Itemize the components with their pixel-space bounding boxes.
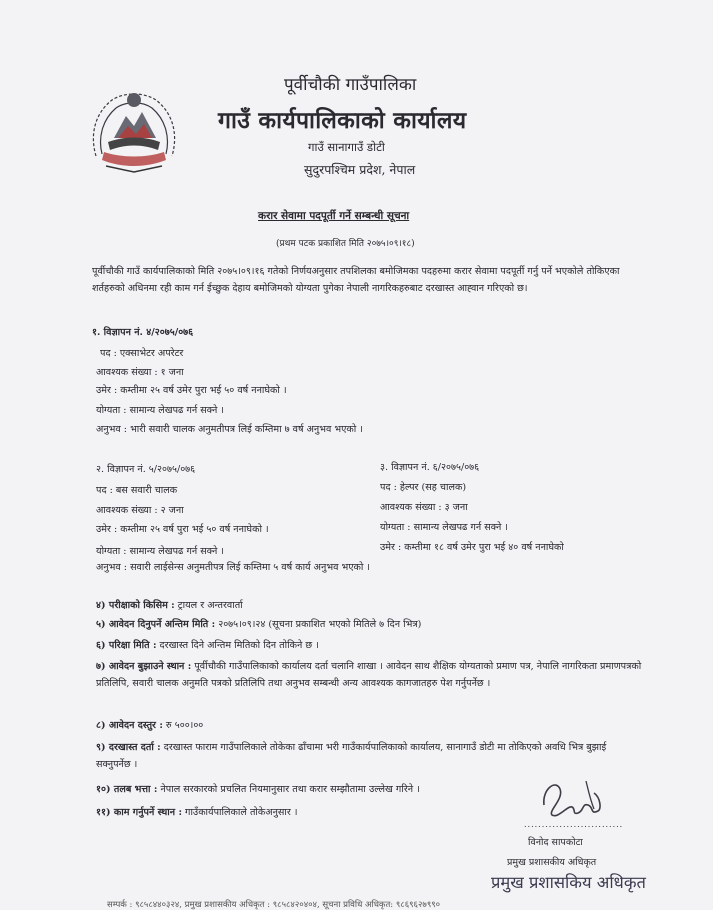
published-date: (प्रथम पटक प्रकाशित मिति २०७५।०९।१८) bbox=[276, 239, 415, 249]
signature-line: ............................ bbox=[524, 820, 624, 829]
adv2-post: पद : बस सवारी चालक bbox=[96, 485, 178, 496]
item-registration: ९) दरखास्त दर्ता : दरखास्त फाराम गाउँपालिकाले तोकेका ढाँचामा भरी गाउँकार्यपालिकाको कार्यालय, सानागाउँ डोटी मा तोकिएको अवधि भित्र बुझाई सक्नुपर्नेछ । bbox=[96, 742, 607, 770]
adv1-heading: १. विज्ञापन नं. ४/२०७५/०७६ bbox=[92, 327, 194, 338]
adv1-qualification: योग्यता : सामान्य लेखपढ गर्न सक्ने । bbox=[96, 405, 225, 416]
item-work-place: ११) काम गर्नुपर्ने स्थान : गाउँकार्यपालिकाले तोकेअनुसार । bbox=[96, 807, 298, 818]
adv2-qualification: योग्यता : सामान्य लेखपढ गर्न सक्ने । bbox=[96, 546, 225, 557]
handwritten-signature-icon bbox=[538, 775, 608, 823]
adv2-experience: अनुभव : सवारी लाईसेन्स अनुमतीपत्र लिई कम्तिमा ५ वर्ष कार्य अनुभव भएको । bbox=[96, 562, 371, 573]
adv1-post: पद : एक्साभेटर अपरेटर bbox=[100, 348, 184, 359]
official-stamp-text: प्रमुख प्रशासकिय अधिकृत bbox=[491, 873, 646, 892]
signatory-name: विनोद सापकोटा bbox=[528, 837, 583, 848]
intro-paragraph: पूर्वीचौकी गाउँ कार्यपालिकाको मिति २०७५।०९।१६ गतेको निर्णयअनुसार तपशिलका बमोजिमका पदहरुमा करार सेवामा पदपूर्ती गर्नु पर्ने भएकोले तोकिएका शर्तहरुको अधिनमा रही काम गर्न ईच्छुक देहाय बमोजिमको योग्यता पुगेका नेपाली नागरिकहरुबाट दरखास्त आह्‍वान गरिएको छ। bbox=[92, 266, 620, 294]
adv2-heading: २. विज्ञापन नं. ५/२०७५/०७६ bbox=[96, 464, 196, 475]
adv2-count: आवश्यक संख्या : २ जना bbox=[96, 505, 184, 516]
adv1-experience: अनुभव : भारी सवारी चालक अनुमतीपत्र लिई कम्तिमा ७ वर्ष अनुभव भएको । bbox=[96, 424, 363, 435]
signatory-title: प्रमुख प्रशासकीय अधिकृत bbox=[507, 857, 597, 868]
item-submission-place: ७) आवेदन बुझाउने स्थान : पूर्वीचौकी गाउँपालिकाको कार्यालय दर्ता चलानि शाखा । आवेदन साथ शैक्षिक योग्यताको प्रमाण पत्र, नेपालि नागरिकता प्रमाणपत्रको प्रतिलिपि, सवारी चालक अनुमति पत्रको प्रतिलिपि तथा अनुभव सम्बन्धी अन्य आवश्यक कागजातहरु पेश गर्नुपर्नेछ । bbox=[96, 661, 642, 689]
adv3-post: पद : हेल्पर (सह चालक) bbox=[380, 482, 467, 493]
adv3-age: उमेर : कम्तीमा १८ वर्ष उमेर पुरा भई ४० वर्ष ननाघेको bbox=[380, 542, 564, 553]
notice-title: करार सेवामा पदपूर्ती गर्ने सम्बन्धी सूचना bbox=[258, 210, 410, 222]
adv3-qualification: योग्यता : सामान्य लेखपढ गर्न सक्ने । bbox=[380, 522, 509, 533]
item-fee: ८) आवेदन दस्तुर : रु ५००।०० bbox=[96, 720, 204, 731]
adv3-count: आवश्यक संख्या : ३ जना bbox=[380, 502, 468, 513]
footer-contacts: सम्पर्क : ९८५८४४०३२४, प्रमुख प्रशासकीय अधिकृत : ९८५८४२०४०४, सूचना प्रविधि अधिकृत: ९८६९६२७९९० bbox=[107, 900, 441, 910]
item-exam-type: ४) परीक्षाको किसिम : ट्रायल र अन्तरवार्ता bbox=[96, 600, 243, 611]
adv3-heading: ३. विज्ञापन नं. ६/२०७५/०७६ bbox=[380, 462, 480, 473]
office-address: गाउँ सानागाउँ डोटी bbox=[308, 140, 385, 154]
item-deadline: ५) आवेदन दिनुपर्ने अन्तिम मिति : २०७५।०९।२४ (सूचना प्रकाशित भएको मितिले ७ दिन भित्र) bbox=[96, 619, 422, 630]
item-exam-date: ६) परिक्षा मिति : दरखास्त दिने अन्तिम मितिको दिन तोकिने छ । bbox=[96, 640, 319, 651]
office-name: गाउँ कार्यपालिकाको कार्यालय bbox=[218, 107, 467, 134]
adv1-age: उमेर : कम्तीमा २५ वर्ष उमेर पुरा भई ५० वर्ष ननाघेको । bbox=[96, 385, 287, 396]
adv2-age: उमेर : कम्तीमा २५ वर्ष पुरा भई ५० वर्ष ननाघेको । bbox=[96, 524, 269, 535]
province-name: सुदुरपश्चिम प्रदेश, नेपाल bbox=[304, 162, 416, 177]
item-salary: १०) तलब भत्ता : नेपाल सरकारको प्रचलित नियमानुसार तथा करार सम्झौतामा उल्लेख गरिने । bbox=[96, 784, 420, 795]
municipality-name: पूर्वीचौकी गाउँपालिका bbox=[284, 75, 417, 95]
nepal-government-emblem-icon bbox=[84, 86, 184, 174]
adv1-count: आवश्यक संख्या : १ जना bbox=[96, 367, 184, 378]
